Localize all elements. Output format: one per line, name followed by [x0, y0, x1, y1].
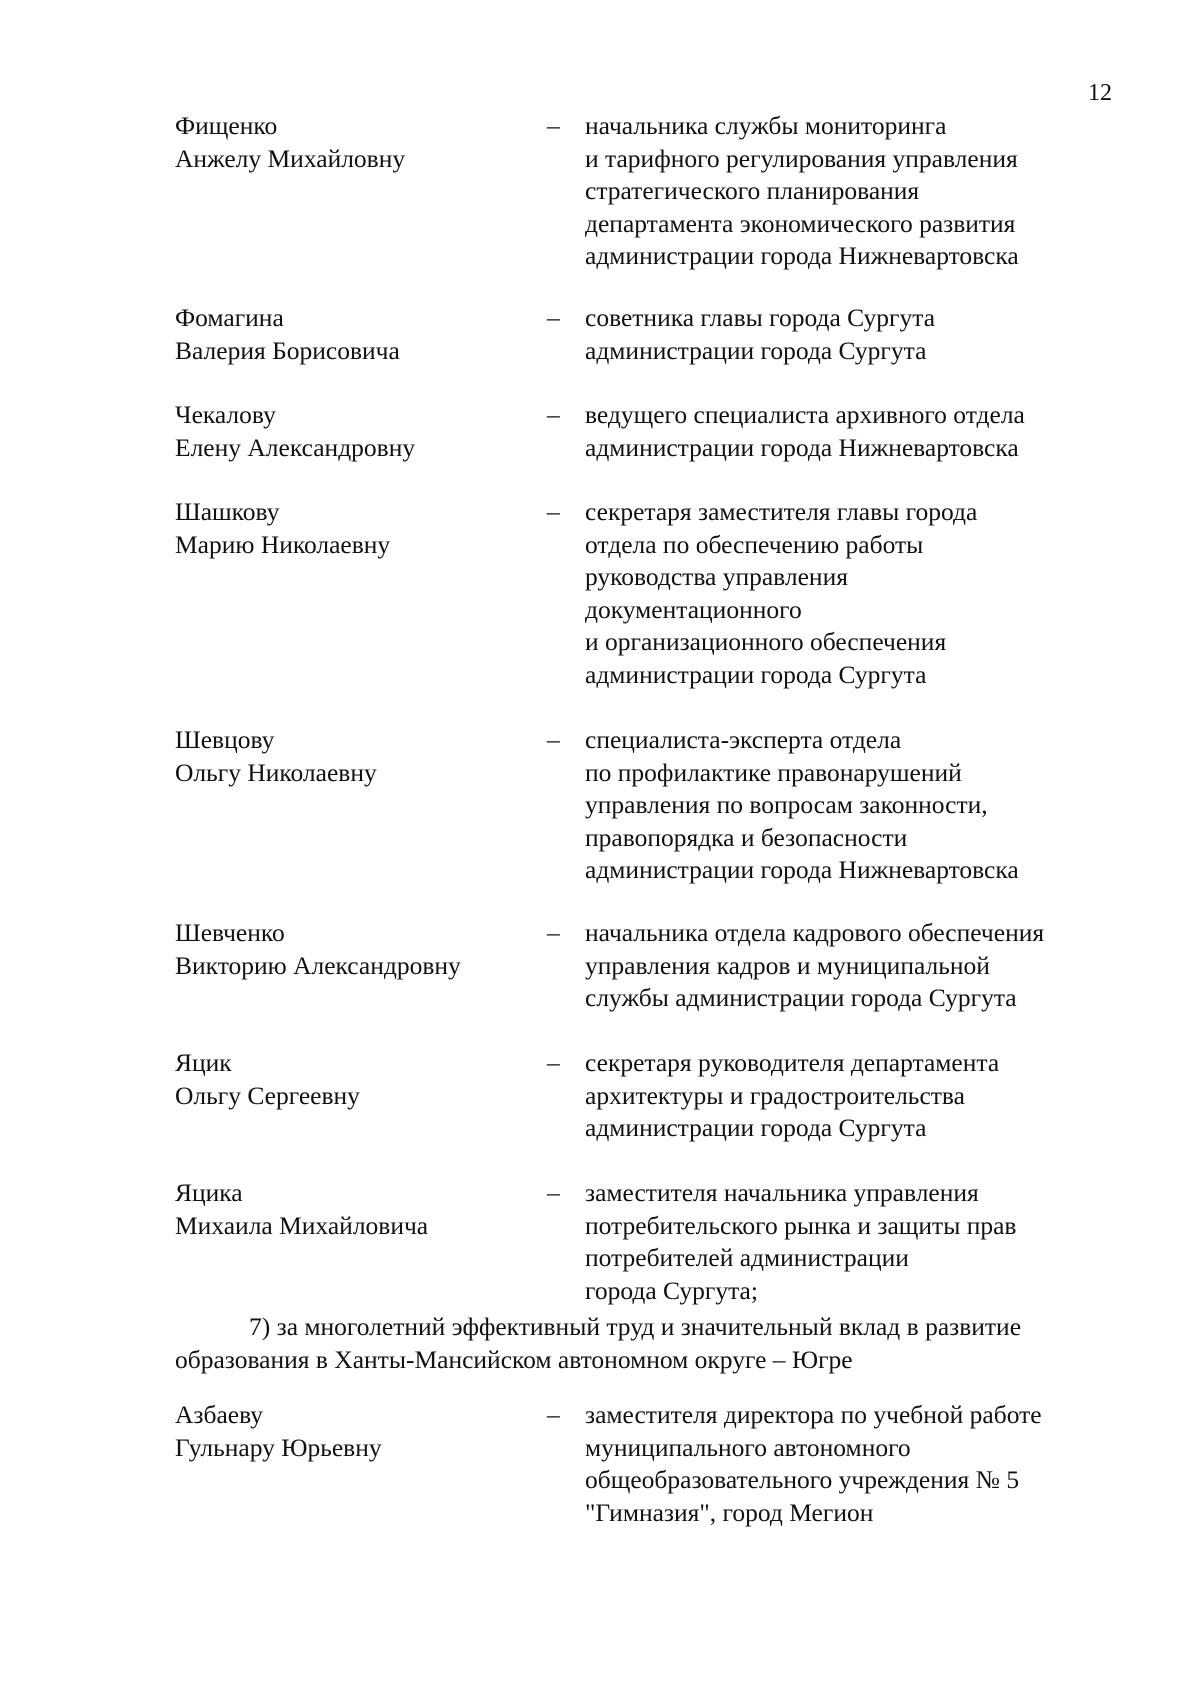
person-position — [585, 724, 1145, 887]
position-line: по профилактике правонарушений — [585, 757, 962, 787]
position-line: управления по вопросам законности, — [585, 790, 988, 819]
given-names: Викторию Александровну — [175, 950, 461, 980]
dash-separator: – — [547, 1178, 560, 1207]
person-name — [175, 496, 535, 561]
page-number: 12 — [1088, 80, 1112, 106]
person-name — [175, 302, 535, 367]
position-line: ведущего специалиста архивного отдела — [585, 400, 1025, 429]
position-line: заместителя директора по учебной работе — [585, 1400, 1042, 1429]
position-line: правопорядка и безопасности — [585, 822, 908, 852]
given-names: Михаила Михайловича — [175, 1210, 429, 1240]
person-position — [585, 1399, 1145, 1529]
dash-separator: – — [547, 497, 560, 526]
section-heading-line: 7) за многолетний эффективный труд и значительный вклад в развитие — [249, 1312, 1022, 1341]
position-line: потребителей администрации — [585, 1243, 909, 1272]
person-name — [175, 724, 535, 789]
surname: Шевченко — [175, 918, 285, 947]
person-name — [175, 917, 535, 982]
position-line: советника главы города Сургута — [585, 303, 936, 332]
section-heading — [175, 1311, 1125, 1376]
section-heading-line: образования в Ханты-Мансийском автономном округе – Югре — [175, 1344, 853, 1374]
position-line: администрации города Нижневартовска — [585, 855, 1019, 884]
person-position — [585, 496, 1145, 691]
person-position — [585, 399, 1145, 464]
given-names: Анжелу Михайловну — [175, 143, 406, 173]
surname: Фомагина — [175, 303, 284, 332]
position-line: департамента экономического развития — [585, 208, 1016, 238]
surname: Шашкову — [175, 497, 280, 526]
position-line: специалиста-эксперта отдела — [585, 725, 902, 754]
position-line: администрации города Нижневартовска — [585, 432, 1019, 462]
given-names: Валерия Борисовича — [175, 335, 400, 365]
given-names: Ольгу Николаевну — [175, 757, 377, 787]
position-line: общеобразовательного учреждения № 5 — [585, 1465, 1020, 1494]
position-line: секретаря руководителя департамента — [585, 1048, 1000, 1077]
dash-separator: – — [547, 303, 560, 332]
person-name — [175, 1047, 535, 1112]
position-line: города Сургута; — [585, 1275, 758, 1305]
position-line: руководства управления — [585, 562, 848, 591]
person-name — [175, 399, 535, 464]
position-line: администрации города Сургута — [585, 659, 927, 689]
dash-separator: – — [547, 1048, 560, 1077]
dash-separator: – — [547, 1400, 560, 1429]
position-line: администрации города Нижневартовска — [585, 241, 1019, 270]
dash-separator: – — [547, 725, 560, 754]
position-line: и организационного обеспечения — [585, 627, 947, 656]
given-names: Елену Александровну — [175, 432, 416, 462]
dash-separator: – — [547, 111, 560, 140]
surname: Фищенко — [175, 111, 278, 140]
dash-separator: – — [547, 400, 560, 429]
position-line: архитектуры и градостроительства — [585, 1080, 965, 1110]
position-line: администрации города Сургута — [585, 1113, 927, 1142]
person-position — [585, 1047, 1145, 1145]
position-line: секретаря заместителя главы города — [585, 497, 978, 526]
position-line: начальника службы мониторинга — [585, 111, 947, 140]
position-line: службы администрации города Сургута — [585, 983, 1017, 1012]
position-line: начальника отдела кадрового обеспечения — [585, 918, 1045, 947]
person-position — [585, 1177, 1145, 1307]
person-name — [175, 1399, 535, 1464]
surname: Азбаеву — [175, 1400, 264, 1429]
position-line: отдела по обеспечению работы — [585, 529, 924, 559]
given-names: Ольгу Сергеевну — [175, 1080, 360, 1110]
person-name — [175, 110, 535, 175]
position-line: заместителя начальника управления — [585, 1178, 979, 1207]
person-position — [585, 302, 1145, 367]
surname: Чекалову — [175, 400, 276, 429]
person-name — [175, 1177, 535, 1242]
person-position — [585, 110, 1145, 273]
position-line: потребительского рынка и защиты прав — [585, 1210, 1017, 1240]
given-names: Гульнару Юрьевну — [175, 1432, 382, 1462]
surname: Шевцову — [175, 725, 275, 754]
surname: Яцик — [175, 1048, 232, 1077]
position-line: администрации города Сургута — [585, 335, 927, 365]
given-names: Марию Николаевну — [175, 529, 391, 559]
position-line: и тарифного регулирования управления — [585, 143, 1018, 173]
dash-separator: – — [547, 918, 560, 947]
position-line: муниципального автономного — [585, 1432, 911, 1462]
position-line: "Гимназия", город Мегион — [585, 1497, 874, 1527]
surname: Яцика — [175, 1178, 243, 1207]
position-line: документационного — [585, 594, 802, 624]
position-line: управления кадров и муниципальной — [585, 950, 990, 980]
person-position — [585, 917, 1145, 1015]
position-line: стратегического планирования — [585, 176, 920, 205]
